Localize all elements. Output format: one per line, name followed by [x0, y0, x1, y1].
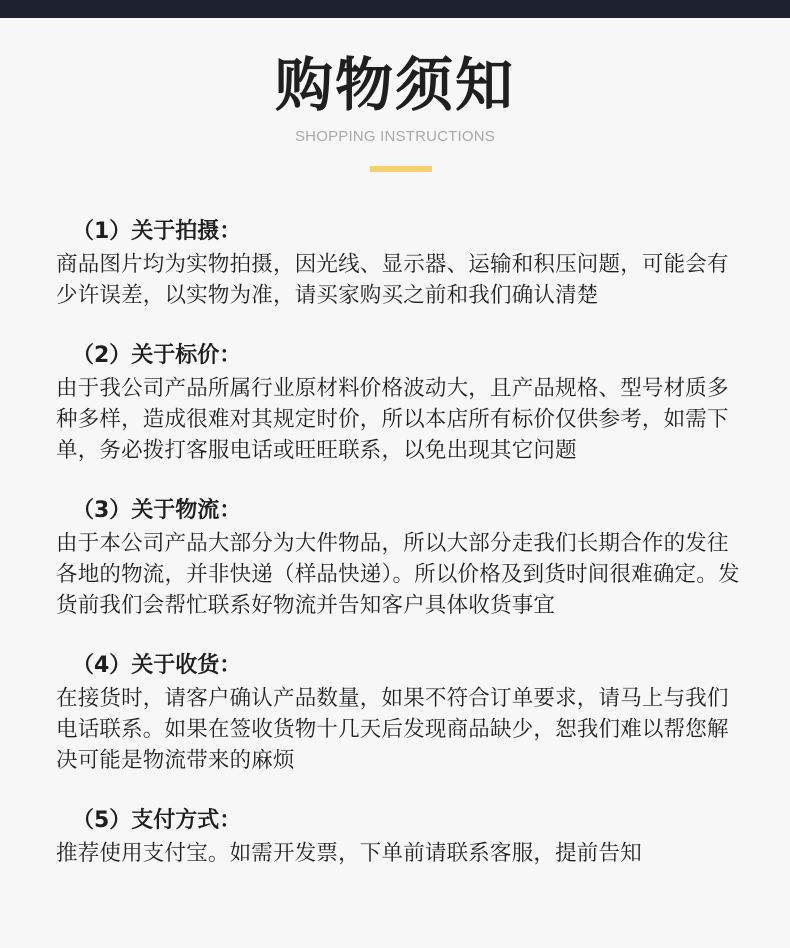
section-heading: （1）关于拍摄：	[72, 219, 242, 244]
page-title: 购物须知	[274, 51, 515, 119]
section-receiving	[56, 649, 746, 776]
section-body: 商品图片均为实物拍摄，因光线、显示器、运输和积压问题，可能会有少许误差，以实物为准，请买家购买之前和我们确认清楚	[56, 252, 729, 308]
section-photography	[56, 215, 746, 311]
section-heading: （2）关于标价：	[72, 343, 242, 368]
section-heading: （4）关于收货：	[72, 653, 242, 678]
section-heading: （3）关于物流：	[72, 498, 242, 523]
instructions-list	[56, 215, 746, 897]
top-bar	[0, 0, 790, 18]
section-body: 在接货时，请客户确认产品数量，如果不符合订单要求，请马上与我们电话联系。如果在签收货物十几天后发现商品缺少，恕我们难以帮您解决可能是物流带来的麻烦	[56, 686, 729, 773]
section-body: 推荐使用支付宝。如需开发票，下单前请联系客服，提前告知	[56, 841, 642, 866]
section-pricing	[56, 339, 746, 466]
section-body: 由于本公司产品大部分为大件物品，所以大部分走我们长期合作的发往各地的物流，并非快递（样品快递）。所以价格及到货时间很难确定。发货前我们会帮忙联系好物流并告知客户具体收货事宜	[56, 531, 740, 618]
title-accent-divider	[370, 166, 432, 172]
section-body: 由于我公司产品所属行业原材料价格波动大，且产品规格、型号材质多种多样，造成很难对其规定时价，所以本店所有标价仅供参考，如需下单，务必拨打客服电话或旺旺联系，以免出现其它问题	[56, 376, 729, 463]
section-heading: （5）支付方式：	[72, 808, 242, 833]
section-logistics	[56, 494, 746, 621]
page-subtitle: SHOPPING INSTRUCTIONS	[294, 128, 496, 145]
section-payment	[56, 804, 746, 869]
